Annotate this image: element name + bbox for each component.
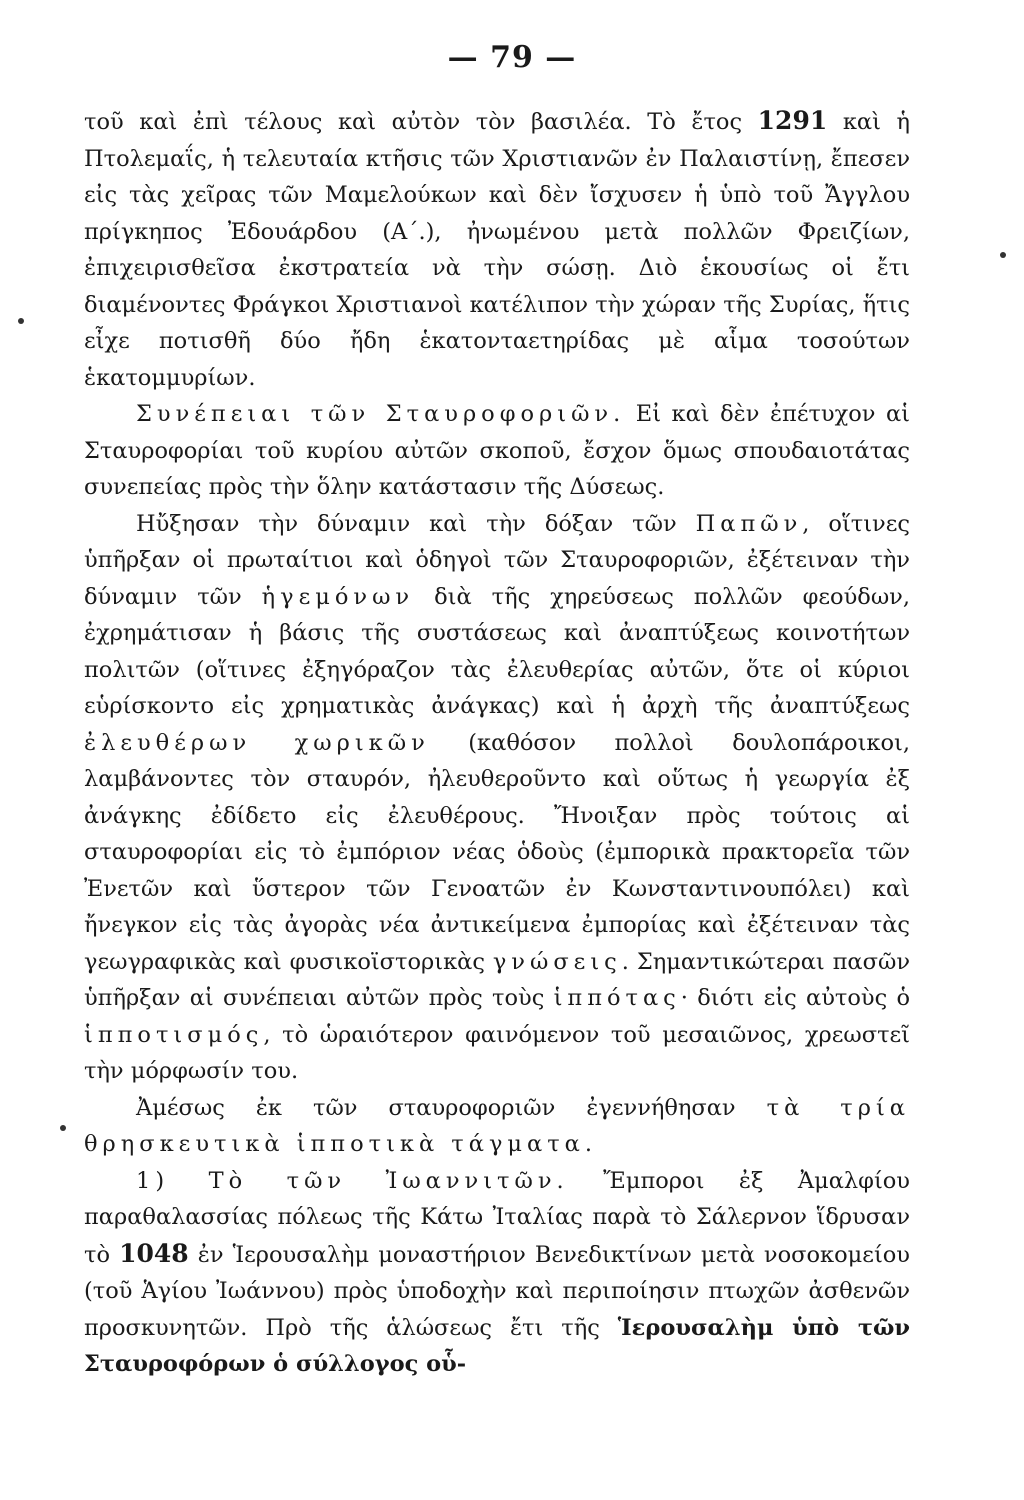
text-span: τοῦ καὶ ἐπὶ τέλους καὶ αὐτὸν τὸν βασιλέα. Τὸ ἔτος bbox=[84, 109, 758, 135]
margin-dot bbox=[1000, 252, 1006, 258]
year-1048: 1048 bbox=[119, 1238, 189, 1268]
emphasis-span: τὰ τρία θρησκευτικὰ ἱπποτικὰ τάγματα bbox=[84, 1094, 910, 1157]
emphasis-span: ἐλευθέρων χωρικῶν bbox=[84, 729, 430, 756]
text-span: , τὸ ὡραιότερον φαινόμενον τοῦ μεσαιῶνος, χρεωστεῖ τὴν μόρφωσίν του. bbox=[84, 1021, 910, 1084]
paragraph-1 bbox=[84, 103, 910, 396]
bold-span: Ἱερουσαλὴμ ὑπὸ τῶν Σταυροφόρων ὁ σύλλογος οὗ- bbox=[84, 1314, 911, 1377]
paragraph-3 bbox=[84, 506, 910, 1090]
margin-dot bbox=[60, 1125, 66, 1131]
emphasis-span: γνώσεις bbox=[492, 948, 622, 975]
text-span: Ηὔξησαν τὴν δύναμιν καὶ τὴν δόξαν τῶν bbox=[136, 510, 696, 537]
section-heading: Συνέπειαι τῶν Σταυροφοριῶν. bbox=[136, 401, 626, 427]
text-span: , οἵτινες ὑπῆρξαν οἱ πρωταίτιοι καὶ ὁδηγοὶ τῶν Σταυροφοριῶν, ἐξέτειναν τὴν δύναμιν τῶν bbox=[84, 510, 910, 610]
text-span: · διότι εἰς αὐτοὺς ὁ bbox=[680, 985, 910, 1011]
year-1291: 1291 bbox=[757, 106, 828, 135]
text-span: ἐν Ἱερουσαλὴμ μοναστήριον Βενεδικτίνων μετὰ νοσοκομείου (τοῦ Ἁγίου Ἰωάννου) πρὸς ὑποδοχὴν καὶ περιποίησιν πτωχῶν ἀσθενῶν προσκυνητῶν. Πρὸ τῆς ἁλώσεως ἔτι τῆς bbox=[84, 1241, 910, 1341]
text-span: . Σημαντικώτεραι πασῶν ὑπῆρξαν αἱ συνέπειαι αὐτῶν πρὸς τοὺς bbox=[84, 948, 910, 1011]
text-span: διὰ τῆς χηρεύσεως πολλῶν φεούδων, ἐχρημάτισαν ἡ βάσις τῆς συστάσεως καὶ ἀναπτύξεως κοινοτήτων πολιτῶν (οἵτινες ἐξηγόραζον τὰς ἐλευθερίας αὐτῶν, ὅτε οἱ κύριοι εὑρίσκοντο εἰς χρηματικὰς ἀνάγκας) καὶ ἡ ἀρχὴ τῆς ἀναπτύξεως bbox=[84, 583, 910, 719]
paragraph-4 bbox=[84, 1090, 910, 1163]
page-body bbox=[84, 103, 910, 1383]
paragraph-2 bbox=[84, 396, 910, 506]
text-span: Ἀμέσως ἐκ τῶν σταυροφοριῶν ἐγεννήθησαν bbox=[136, 1094, 767, 1121]
emphasis-span: ἡγεμόνων bbox=[261, 583, 415, 610]
text-span: καὶ ἡ Πτολεμαΐς, ἡ τελευταία κτῆσις τῶν Χριστιανῶν ἐν Παλαιστίνῃ, ἔπεσεν εἰς τὰς χεῖρας τῶν Μαμελούκων καὶ δὲν ἴσχυσεν ἡ ὑπὸ τοῦ Ἄγγλου πρίγκηπος Ἐδουάρδου (Α΄.), ἠνωμένου μετὰ πολλῶν Φρειζίων, ἐπιχειρισθεῖσα ἐκστρατεία νὰ τὴν σώσῃ. Διὸ ἑκουσίως οἱ ἔτι διαμένοντες Φράγκοι Χριστιανοὶ κατέλιπον τὴν χώραν τῆς Συρίας, ἥτις εἶχε ποτισθῆ δύο ἤδη ἑκατονταετηρίδας μὲ αἷμα τοσούτων ἑκατομμυρίων. bbox=[84, 109, 910, 391]
margin-dot bbox=[18, 318, 24, 324]
text-span: (καθόσον πολλοὶ δουλοπάροικοι, λαμβάνοντες τὸν σταυρόν, ἠλευθεροῦντο καὶ οὕτως ἡ γεωργία ἐξ ἀνάγκης ἐδίδετο εἰς ἐλευθέρους. Ἤνοιξαν πρὸς τούτοις αἱ σταυροφορίαι εἰς τὸ ἐμπόριον νέας ὁδοὺς (ἐμπορικὰ πρακτορεῖα τῶν Ἐνετῶν καὶ ὕστερον τῶν Γενοατῶν ἐν Κωνσταντινουπόλει) καὶ ἤνεγκον εἰς τὰς ἀγορὰς νέα ἀντικείμενα ἐμπορίας καὶ ἐξέτειναν τὰς γεωγραφικὰς καὶ φυσικοϊστορικὰς bbox=[84, 729, 910, 975]
paragraph-5 bbox=[84, 1163, 910, 1383]
order-heading: 1) Τὸ τῶν Ἰωαννιτῶν. bbox=[136, 1167, 569, 1194]
emphasis-span: Παπῶν bbox=[695, 510, 803, 537]
page-number: — 79 — bbox=[447, 40, 577, 75]
text-span: Ἔμποροι ἐξ Ἀμαλφίου παραθαλασσίας πόλεως τῆς Κάτω Ἰταλίας παρὰ τὸ Σάλερνον ἵδρυσαν τὸ bbox=[84, 1167, 910, 1268]
emphasis-span: ἱππότας bbox=[553, 985, 681, 1011]
text-span: Εἰ καὶ δὲν ἐπέτυχον αἱ Σταυροφορίαι τοῦ κυρίου αὐτῶν σκοποῦ, ἔσχον ὅμως σπουδαιοτάτας συνεπείας πρὸς τὴν ὅλην κατάστασιν τῆς Δύσεως. bbox=[84, 401, 910, 500]
emphasis-span: ἱπποτισμός bbox=[84, 1021, 264, 1048]
text-span: . bbox=[584, 1131, 593, 1157]
